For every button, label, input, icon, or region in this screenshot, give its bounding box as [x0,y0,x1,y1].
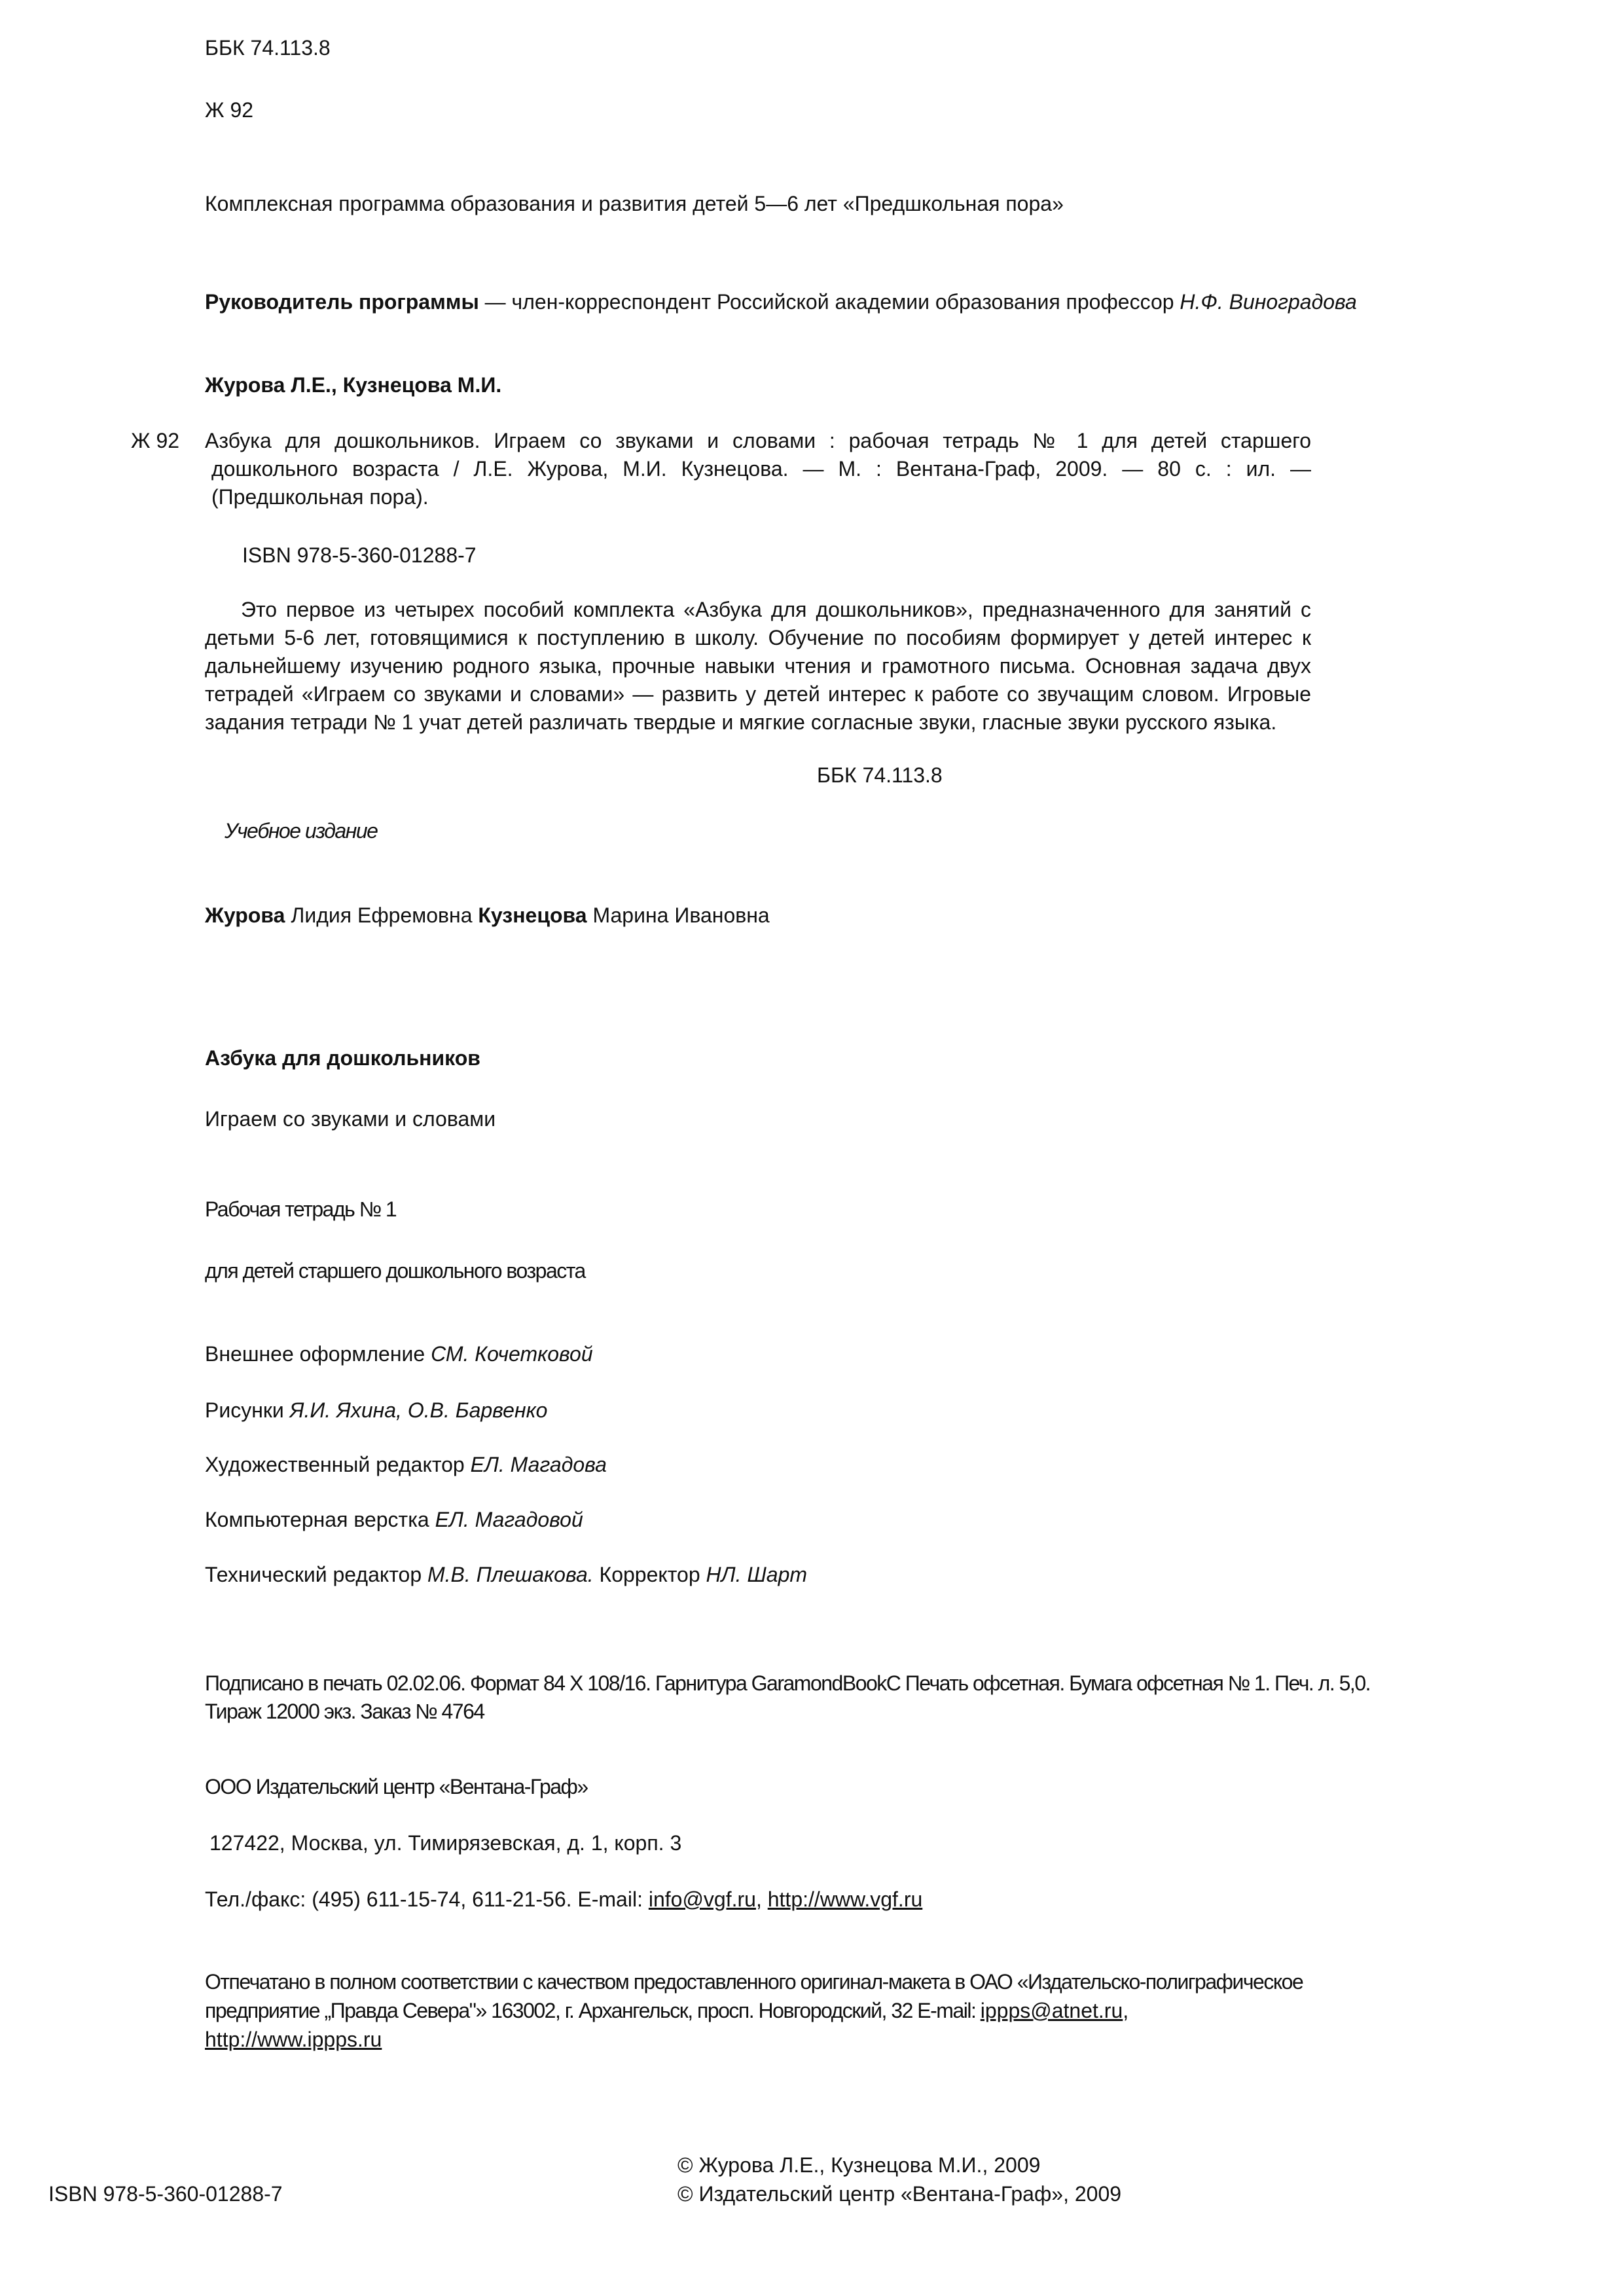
bbk-index-right: ББК 74.113.8 [817,763,943,787]
author2-last: Кузнецова [478,903,587,927]
printer-separator: , [1123,1999,1129,2022]
authors-short: Журова Л.Е., Кузнецова М.И. [205,373,502,397]
workbook-number: Рабочая тетрадь № 1 [205,1197,397,1221]
credit-illustrations [205,1396,547,1425]
print-info-line-1: Подписано в печать 02.02.06. Формат 84 X 108/16. Гарнитура GaramondBookC Печать офсетная. Бумага офсетная № 1. Печ. л. 5,0. [205,1671,1370,1695]
isbn-bottom: ISBN 978-5-360-01288-7 [48,2182,283,2206]
print-info-line-2: Тираж 12000 экз. Заказ № 4764 [205,1700,484,1723]
credit-design [205,1340,593,1368]
book-title: Азбука для дошкольников [205,1046,480,1070]
copyright-publisher: © Издательский центр «Вентана-Граф», 2009 [677,2182,1122,2206]
isbn-mid: ISBN 978-5-360-01288-7 [242,543,477,567]
credit-name: НЛ. Шарт [706,1563,808,1586]
credit-role: Внешнее оформление [205,1342,431,1366]
credit-role: Компьютерная верстка [205,1508,435,1531]
credit-layout [205,1506,583,1534]
author-mark-top: Ж 92 [205,98,254,122]
printer-text: Отпечатано в полном соответствии с качеством предоставленного оригинал-макета в ОАО «Издательско-полиграфическое предприятие „Правда Севера"» 163002, г. Архангельск, просп. Новгородский, 32 E-mail: [205,1970,1303,2022]
annotation: Это первое из четырех пособий комплекта «Азбука для дошкольников», предназначенного для занятий с детьми 5-6 лет, готовящимися к поступлению в школу. Обучение по пособиям формирует у детей интерес к дальнейшему изучению родного языка, прочные навыки чтения и грамотного письма. Основная задача двух тетрадей «Играем со звуками и словами» — развить у детей интерес к работе со звучащим словом. Игровые задания тетради № 1 учат детей различать твердые и мягкие согласные звуки, гласные звуки русского языка. [205,598,1311,734]
credit-name: СМ. Кочетковой [431,1342,593,1366]
email-link[interactable]: info@vgf.ru [648,1887,756,1911]
author1-last: Журова [205,903,285,927]
copyright-authors: © Журова Л.Е., Кузнецова М.И., 2009 [677,2153,1041,2177]
printer-info [205,1967,1311,2054]
credit-role: Технический редактор [205,1563,427,1586]
full-authors [205,902,770,930]
copyright-block [677,2151,1121,2208]
website-link[interactable]: http://www.vgf.ru [767,1887,923,1911]
printer-website-link[interactable]: http://www.ippps.ru [205,2028,382,2051]
program-head-text: — член-корреспондент Российской академии образования профессор [478,290,1180,314]
print-info [205,1669,1370,1726]
credit-role: Корректор [593,1563,706,1586]
credit-art-editor [205,1451,607,1479]
publisher-contacts [205,1886,922,1914]
credit-name: ЕЛ. Магадовой [435,1508,583,1531]
biblio-text: Азбука для дошкольников. Играем со звуками и словами : рабочая тетрадь № 1 для детей старшего дошкольного возраста / Л.Е. Журова, М.И. Кузнецова. — М. : Вентана-Граф, 2009. — 80 с. : ил. — (Предшкольная пора). [205,429,1311,509]
publisher-name: ООО Издательский центр «Вентана-Граф» [205,1775,588,1798]
credit-tech-editor [205,1561,807,1589]
publisher-address: 127422, Москва, ул. Тимирязевская, д. 1, корп. 3 [209,1831,682,1855]
audience: для детей старшего дошкольного возраста [205,1259,585,1283]
edition-type: Учебное издание [225,819,378,843]
book-subtitle: Играем со звуками и словами [205,1107,496,1131]
author2-first: Марина Ивановна [586,903,770,927]
program-head-label: Руководитель программы [205,290,479,314]
credit-name: М.В. Плешакова. [427,1563,594,1586]
program-head-name: Н.Ф. Виноградова [1180,290,1357,314]
contacts-label: Тел./факс: (495) 611-15-74, 611-21-56. E-mail: [205,1887,649,1911]
credit-role: Рисунки [205,1398,290,1422]
printer-email-link[interactable]: ippps@atnet.ru [980,1999,1123,2022]
credit-role: Художественный редактор [205,1453,471,1476]
contacts-separator: , [755,1887,768,1911]
series-line: Комплексная программа образования и развития детей 5—6 лет «Предшкольная пора» [205,192,1064,215]
author1-first: Лидия Ефремовна [285,903,478,927]
bbk-index-top: ББК 74.113.8 [205,36,331,60]
credit-name: Я.И. Яхина, О.В. Барвенко [289,1398,548,1422]
biblio-mark: Ж 92 [131,429,180,452]
credit-name: ЕЛ. Магадова [470,1453,607,1476]
biblio-record [131,427,1311,511]
program-head [205,288,1357,316]
